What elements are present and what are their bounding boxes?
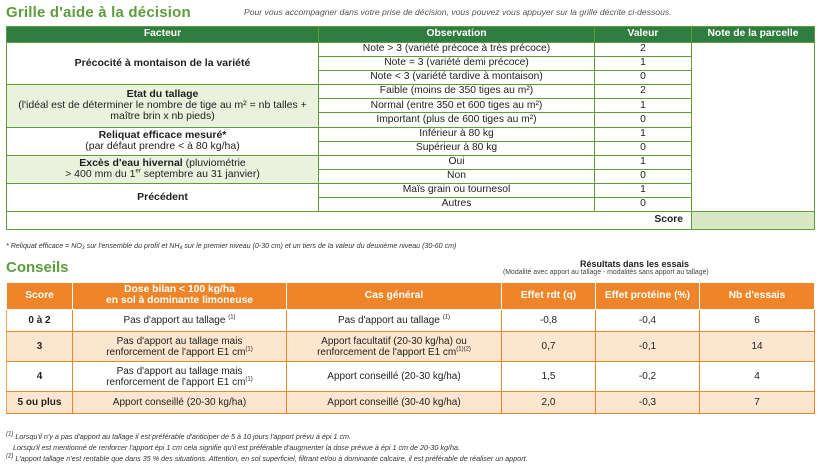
score-input-cell[interactable] [692, 212, 815, 230]
grid-subtitle: Pour vous accompagner dans votre prise de décision, vous pouvez vous appuyer sur la grille décrite ci-dessous. [244, 7, 672, 17]
note-parcelle-cell[interactable] [692, 43, 815, 212]
nb-essais-cell: 14 [700, 332, 815, 362]
factor-etat-tallage [7, 85, 319, 127]
cas-cell: Apport conseillé (30-40 kg/ha) [287, 392, 502, 414]
superscript: (1) [245, 376, 253, 383]
header-effet-rdt: Effet rdt (q) [502, 283, 596, 310]
observation-cell: Inférieur à 80 kg [319, 127, 595, 141]
table-row [7, 392, 815, 414]
footnote-text: L'apport tallage n'est rentable que dans 35 % des situations. Attention, en sol superficiel, filtrant et/ou à dominante calcaire, il est préférable de réaliser un apport. [15, 454, 528, 464]
rdt-cell: 2,0 [502, 392, 596, 414]
cas-cell [287, 332, 502, 362]
dose-cell: Apport conseillé (20-30 kg/ha) [73, 392, 287, 414]
score-cell: 3 [7, 332, 73, 362]
reliquat-footnote: * Reliquat efficace = NO₃ sur l'ensemble du profil et NH₄ sur le premier niveau (0-30 cm) et un tiers de la valeur du deuxième niveau (30-60 cm) [6, 242, 457, 250]
value-cell: 1 [595, 99, 692, 113]
header-effet-proteine: Effet protéine (%) [596, 283, 700, 310]
observation-cell: Maïs grain ou tournesol [319, 183, 595, 197]
factor-precocite: Précocité à montaison de la variété [7, 43, 319, 85]
dose-text: Pas d'apport au tallage mais [116, 335, 243, 347]
value-cell: 2 [595, 85, 692, 99]
proteine-cell: -0,1 [596, 332, 700, 362]
dose-text: Pas d'apport au tallage mais [116, 365, 243, 377]
footnote-mark: (2) [6, 453, 14, 460]
footnote [6, 453, 814, 464]
header-note-parcelle: Note de la parcelle [692, 27, 815, 43]
grid-header [6, 2, 814, 24]
observation-cell: Normal (entre 350 et 600 tiges au m²) [319, 99, 595, 113]
observation-cell: Non [319, 169, 595, 183]
rdt-cell: 1,5 [502, 362, 596, 392]
superscript: (1) [442, 314, 451, 321]
footnote-text: Lorsqu'il est mentionné de renforcer l'apport épi 1 cm cela signifie qu'il est préférable d'augmenter la dose prévue à épi 1 cm de 20-30 kg/ha. [13, 443, 460, 453]
factor-reliquat-detail: (par défaut prendre < à 80 kg/ha) [85, 140, 240, 153]
table-row [7, 310, 815, 332]
value-cell: 1 [595, 183, 692, 197]
header-dose-bilan [73, 283, 287, 310]
header-nb-essais: Nb d'essais [700, 283, 815, 310]
value-cell: 1 [595, 57, 692, 71]
table-row [7, 332, 815, 362]
dose-cell [73, 362, 287, 392]
observation-cell: Oui [319, 155, 595, 169]
factor-reliquat [7, 127, 319, 155]
factor-etat-tallage-detail: (l'idéal est de déterminer le nombre de tige au m² = nb talles + maître brin x nb pieds) [18, 99, 307, 123]
score-label: Score [7, 212, 692, 230]
footnote-mark: (1) [6, 431, 14, 438]
superscript: (1) [228, 314, 236, 321]
value-cell: 1 [595, 127, 692, 141]
footnote [6, 442, 814, 453]
superscript: (1)(2) [456, 346, 471, 353]
dose-cell [73, 310, 287, 332]
factor-exces-eau [7, 155, 319, 183]
rdt-cell: 0,7 [502, 332, 596, 362]
value-cell: 2 [595, 43, 692, 57]
results-subtitle: (Modalité avec apport au tallage - modalités sans apport au tallage) [503, 269, 709, 276]
header-valeur: Valeur [595, 27, 692, 43]
observation-cell: Autres [319, 198, 595, 212]
conseils-title: Conseils [6, 259, 69, 276]
nb-essais-cell: 7 [700, 392, 815, 414]
factor-precedent: Précédent [7, 183, 319, 211]
observation-cell: Supérieur à 80 kg [319, 141, 595, 155]
cas-cell: Apport conseillé (20-30 kg/ha) [287, 362, 502, 392]
factor-exces-eau-title: Excès d'eau hivernal [79, 157, 183, 170]
table-row [7, 362, 815, 392]
factor-exces-eau-detail: septembre au 31 janvier) [143, 168, 260, 181]
value-cell: 0 [595, 71, 692, 85]
header-dose-line: Dose bilan < 100 kg/ha [124, 284, 235, 296]
nb-essais-cell: 4 [700, 362, 815, 392]
observation-cell: Important (plus de 600 tiges au m²) [319, 113, 595, 127]
header-facteur: Facteur [7, 27, 319, 43]
cas-text: renforcement de l'apport E1 cm [317, 346, 457, 358]
factor-reliquat-title: Reliquat efficace mesuré* [98, 129, 227, 142]
factor-exces-eau-detail: > 400 mm du 1 [65, 168, 136, 181]
conseils-table [6, 282, 815, 414]
value-cell: 0 [595, 113, 692, 127]
dose-text: Pas d'apport au tallage [123, 315, 226, 326]
header-dose-line: en sol à dominante limoneuse [105, 295, 254, 306]
header-cas-general: Cas général [287, 283, 502, 310]
score-cell: 4 [7, 362, 73, 392]
score-cell: 5 ou plus [7, 392, 73, 414]
factor-etat-tallage-title: Etat du tallage [126, 88, 199, 101]
header-score: Score [7, 283, 73, 310]
dose-text: renforcement de l'apport E1 cm [106, 346, 246, 358]
footnotes [6, 431, 814, 464]
value-cell: 0 [595, 141, 692, 155]
value-cell: 0 [595, 169, 692, 183]
observation-cell: Note > 3 (variété précoce à très précoce) [319, 43, 595, 57]
observation-cell: Note = 3 (variété demi précoce) [319, 57, 595, 71]
superscript: er [135, 168, 141, 175]
observation-cell: Note < 3 (variété tardive à montaison) [319, 71, 595, 85]
cas-text: Apport facultatif (20-30 kg/ha) ou [321, 335, 467, 347]
value-cell: 1 [595, 155, 692, 169]
superscript: (1) [245, 346, 253, 353]
footnote [6, 431, 814, 442]
dose-text: renforcement de l'apport E1 cm [106, 376, 246, 388]
proteine-cell: -0,2 [596, 362, 700, 392]
dose-cell [73, 332, 287, 362]
decision-grid-table [6, 26, 815, 230]
score-cell: 0 à 2 [7, 310, 73, 332]
header-observation: Observation [319, 27, 595, 43]
footnote-text: Lorsqu'il n'y a pas d'apport au tallage il est préférable d'anticiper de 5 à 10 jours l'apport prévu à épi 1 cm. [15, 432, 352, 441]
rdt-cell: -0,8 [502, 310, 596, 332]
nb-essais-cell: 6 [700, 310, 815, 332]
value-cell: 0 [595, 198, 692, 212]
cas-cell [287, 310, 502, 332]
results-title: Résultats dans les essais [580, 259, 690, 269]
grid-title: Grille d'aide à la décision [6, 4, 191, 21]
proteine-cell: -0,3 [596, 392, 700, 414]
cas-text: Pas d'apport au tallage [337, 315, 440, 326]
proteine-cell: -0,4 [596, 310, 700, 332]
factor-exces-eau-detail: (pluviométrie [185, 157, 246, 170]
observation-cell: Faible (moins de 350 tiges au m²) [319, 85, 595, 99]
